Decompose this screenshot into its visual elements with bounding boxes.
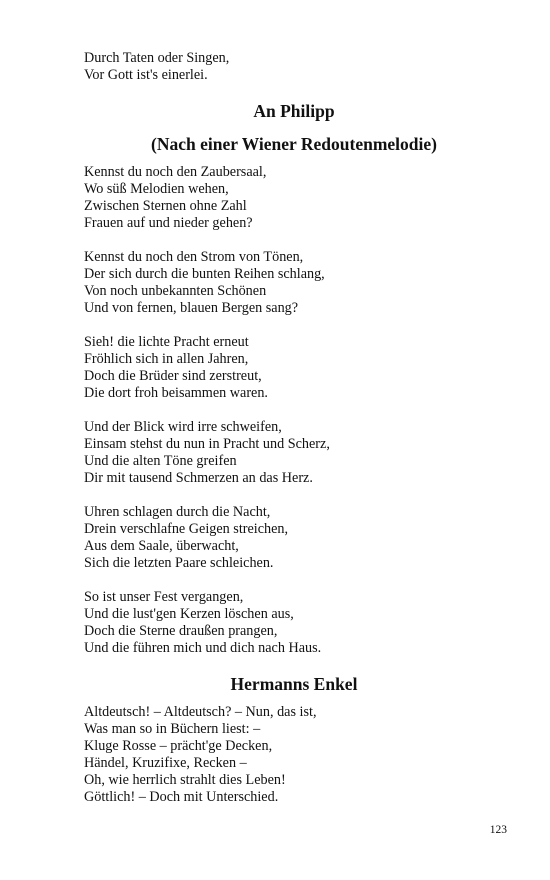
verse-line: Dir mit tausend Schmerzen an das Herz.	[84, 470, 313, 486]
verse-line: Händel, Kruzifixe, Recken –	[84, 755, 247, 771]
verse-line: Oh, wie herrlich strahlt dies Leben!	[84, 772, 286, 788]
stanza-3	[84, 334, 504, 402]
verse-line: Der sich durch die bunten Reihen schlang,	[84, 266, 325, 282]
verse-line: Von noch unbekannten Schönen	[84, 283, 267, 299]
stanza-1	[84, 164, 504, 232]
verse-line: Drein verschlafne Geigen streichen,	[84, 521, 289, 537]
verse-line: So ist unser Fest vergangen,	[84, 589, 244, 605]
verse-line: Aus dem Saale, überwacht,	[84, 538, 239, 554]
stanza-6	[84, 589, 504, 657]
verse-line: Und die führen mich und dich nach Haus.	[84, 640, 322, 656]
verse-line: Uhren schlagen durch die Nacht,	[84, 504, 271, 520]
stanza-4	[84, 419, 504, 487]
poem-title-an-philipp: An Philipp	[253, 101, 335, 121]
verse-line: Und von fernen, blauen Bergen sang?	[84, 300, 299, 316]
verse-line: Zwischen Sternen ohne Zahl	[84, 198, 247, 214]
verse-line: Kennst du noch den Strom von Tönen,	[84, 249, 304, 265]
page-number: 123	[489, 824, 507, 836]
stanza-opening	[84, 50, 504, 84]
stanza-2	[84, 249, 504, 317]
verse-line: Und die alten Töne greifen	[84, 453, 237, 469]
verse-line: Und die lust'gen Kerzen löschen aus,	[84, 606, 294, 622]
verse-line: Doch die Brüder sind zerstreut,	[84, 368, 262, 384]
verse-line: Durch Taten oder Singen,	[84, 50, 230, 66]
verse-line: Wo süß Melodien wehen,	[84, 181, 229, 197]
verse-line: Sieh! die lichte Pracht erneut	[84, 334, 249, 350]
verse-line: Vor Gott ist's einerlei.	[84, 67, 208, 83]
verse-line: Altdeutsch! – Altdeutsch? – Nun, das ist,	[84, 704, 317, 720]
stanza-5	[84, 504, 504, 572]
verse-line: Die dort froh beisammen waren.	[84, 385, 268, 401]
verse-line: Frauen auf und nieder gehen?	[84, 215, 253, 231]
verse-line: Kluge Rosse – prächt'ge Decken,	[84, 738, 273, 754]
poem-title-hermanns-enkel: Hermanns Enkel	[230, 674, 358, 694]
verse-line: Göttlich! – Doch mit Unterschied.	[84, 789, 279, 805]
book-page	[84, 50, 504, 823]
stanza-hermanns-enkel-1	[84, 704, 504, 806]
verse-line: Sich die letzten Paare schleichen.	[84, 555, 274, 571]
verse-line: Und der Blick wird irre schweifen,	[84, 419, 282, 435]
verse-line: Doch die Sterne draußen prangen,	[84, 623, 278, 639]
poem-subtitle-an-philipp: (Nach einer Wiener Redoutenmelodie)	[151, 134, 437, 154]
verse-line: Kennst du noch den Zaubersaal,	[84, 164, 267, 180]
verse-line: Einsam stehst du nun in Pracht und Scherz,	[84, 436, 330, 452]
verse-line: Was man so in Büchern liest: –	[84, 721, 261, 737]
verse-line: Fröhlich sich in allen Jahren,	[84, 351, 249, 367]
